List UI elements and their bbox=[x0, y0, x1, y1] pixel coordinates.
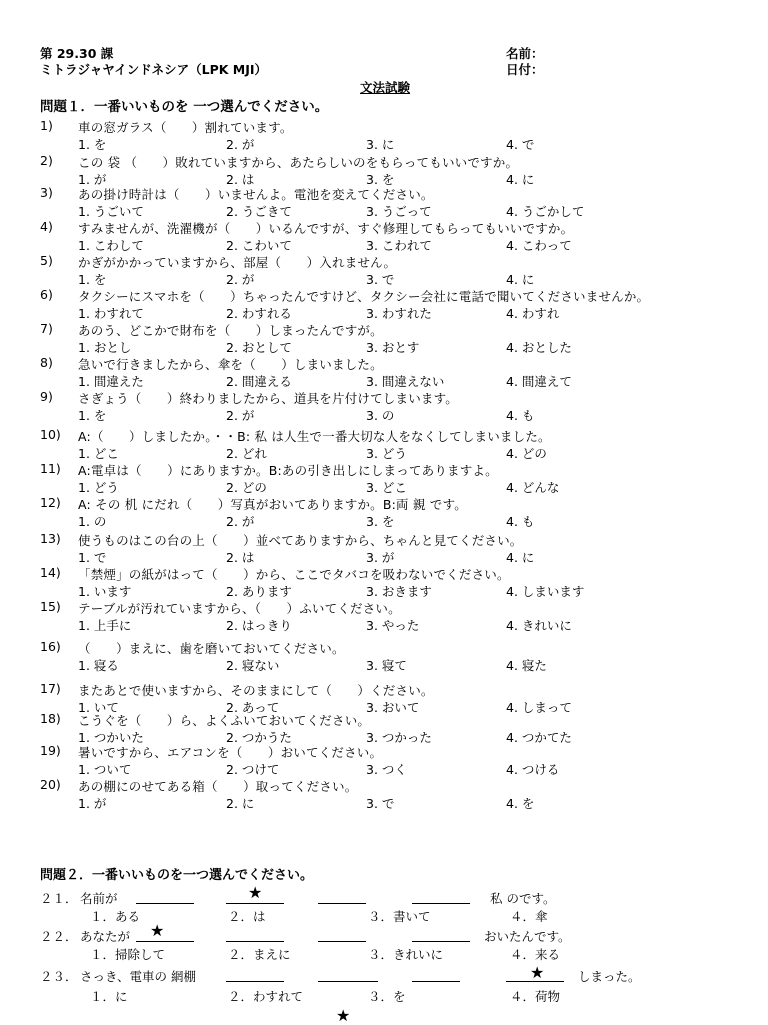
answer-option-1[interactable]: 1. を bbox=[78, 272, 107, 287]
answer-option-2[interactable]: 2. に bbox=[226, 796, 255, 811]
answer-option-3[interactable]: 3. が bbox=[366, 550, 395, 565]
answer-option-1[interactable]: 1. どう bbox=[78, 480, 119, 495]
answer-option-3[interactable]: 3. を bbox=[366, 514, 395, 529]
answer-option-3[interactable]: 3. こわれて bbox=[366, 238, 432, 253]
question-text: A: その 机 にだれ（ ）写真がおいてありますか。B:両 親 です。 bbox=[78, 497, 467, 512]
question-number: ２２． bbox=[40, 929, 78, 944]
answer-option-1[interactable]: 1. の bbox=[78, 514, 107, 529]
question-text: テーブルが汚れていますから、（ ）ふいてください。 bbox=[78, 601, 401, 616]
answer-option-2[interactable]: 2. つかうた bbox=[226, 730, 292, 745]
option-4[interactable]: ４．傘 bbox=[510, 909, 548, 924]
question-number: 8) bbox=[40, 355, 53, 370]
question-tail: おいたんです。 bbox=[484, 929, 571, 944]
answer-option-3[interactable]: 3. どこ bbox=[366, 480, 407, 495]
section2-title: 問題２．一番いいものを一つ選んでください。 bbox=[40, 868, 314, 883]
question-text: タクシーにスマホを（ ）ちゃったんですけど、タクシー会社に電話で聞いてくださいませんか。 bbox=[78, 289, 650, 304]
question-item bbox=[0, 214, 768, 253]
question-text: 使うものはこの台の上（ ）並べてありますから、ちゃんと見てください。 bbox=[78, 533, 523, 548]
star-icon: ★ bbox=[248, 883, 263, 902]
question-text: すみませんが、洗濯機が（ ）いるんですが、すぐ修理してもらってもいいですか。 bbox=[78, 221, 574, 236]
answer-option-4[interactable]: 4. を bbox=[506, 796, 535, 811]
school-name: ミトラジャヤインドネシア（LPK MJI） bbox=[40, 62, 268, 77]
question-item bbox=[0, 738, 768, 777]
question-text: かぎがかかっていますから、部屋（ ）入れません。 bbox=[78, 255, 397, 270]
test-title: 文法試験 bbox=[360, 80, 411, 95]
question-text: あの掛け時計は（ ）いませんよ。電池を変えてください。 bbox=[78, 187, 434, 202]
rearrange-item-22 bbox=[0, 921, 768, 961]
question-item bbox=[0, 560, 768, 599]
answer-option-3[interactable]: 3. の bbox=[366, 408, 395, 423]
option-1[interactable]: １．ある bbox=[90, 909, 141, 924]
answer-option-2[interactable]: 2. が bbox=[226, 272, 255, 287]
answer-option-3[interactable]: 3. わすれた bbox=[366, 306, 432, 321]
lesson-label: 第 29.30 課 bbox=[40, 46, 114, 61]
date-label: 日付： bbox=[506, 62, 544, 77]
answer-option-2[interactable]: 2. が bbox=[226, 137, 255, 152]
question-item bbox=[0, 282, 768, 321]
answer-option-2[interactable]: 2. あって bbox=[226, 700, 280, 715]
question-text: またあとで使いますから、そのままにして（ ）ください。 bbox=[78, 683, 434, 698]
question-number: 6) bbox=[40, 287, 53, 302]
answer-option-4[interactable]: 4. しまって bbox=[506, 700, 572, 715]
question-item bbox=[0, 316, 768, 355]
answer-option-1[interactable]: 1. 間違えた bbox=[78, 374, 144, 389]
answer-option-1[interactable]: 1. を bbox=[78, 408, 107, 423]
answer-option-2[interactable]: 2. うごきて bbox=[226, 204, 292, 219]
answer-option-1[interactable]: 1. 上手に bbox=[78, 618, 132, 633]
answer-option-2[interactable]: 2. が bbox=[226, 408, 255, 423]
answer-blank[interactable] bbox=[136, 903, 194, 904]
question-number: ２１． bbox=[40, 891, 78, 906]
question-number: 17) bbox=[40, 681, 61, 696]
question-number: 16) bbox=[40, 639, 61, 654]
question-number: 20) bbox=[40, 777, 61, 792]
question-item bbox=[0, 456, 768, 495]
star-icon: ★ bbox=[530, 963, 545, 982]
answer-blank[interactable] bbox=[318, 981, 378, 982]
answer-blank[interactable] bbox=[318, 941, 366, 942]
answer-option-2[interactable]: 2. が bbox=[226, 514, 255, 529]
answer-option-4[interactable]: 4. つかてた bbox=[506, 730, 572, 745]
answer-option-4[interactable]: 4. おとした bbox=[506, 340, 572, 355]
question-text: 車の窓ガラス（ ）割れています。 bbox=[78, 120, 293, 135]
answer-option-2[interactable]: 2. は bbox=[226, 172, 255, 187]
answer-option-3[interactable]: 3. 寝て bbox=[366, 658, 407, 673]
question-text: （ ）まえに、歯を磨いておいてください。 bbox=[78, 641, 345, 656]
answer-option-3[interactable]: 3. で bbox=[366, 796, 395, 811]
question-item bbox=[0, 148, 768, 187]
answer-blank[interactable] bbox=[318, 903, 366, 904]
question-text: A:（ ）しましたか。・・B: 私 は人生で一番大切な人をなくしてしまいました。 bbox=[78, 429, 551, 444]
answer-option-3[interactable]: 3. おとす bbox=[366, 340, 420, 355]
answer-option-1[interactable]: 1. おとし bbox=[78, 340, 132, 355]
question-number: 4) bbox=[40, 219, 53, 234]
answer-option-1[interactable]: 1. わすれて bbox=[78, 306, 144, 321]
question-number: ２３． bbox=[40, 969, 78, 984]
answer-option-3[interactable]: 3. やった bbox=[366, 618, 420, 633]
question-text: さぎょう（ ）終わりましたから、道具を片付けてしまいます。 bbox=[78, 391, 459, 406]
question-number: 19) bbox=[40, 743, 61, 758]
answer-blank[interactable] bbox=[226, 981, 284, 982]
question-text: この 袋 （ ）敗れていますから、あたらしいのをもらってもいいですか。 bbox=[78, 155, 519, 170]
question-item bbox=[0, 422, 768, 461]
question-text: あのう、どこかで財布を（ ）しまったんですが。 bbox=[78, 323, 383, 338]
answer-option-3[interactable]: 3. つく bbox=[366, 762, 407, 777]
question-number: 7) bbox=[40, 321, 53, 336]
question-number: 10) bbox=[40, 427, 61, 442]
question-number: 3) bbox=[40, 185, 53, 200]
answer-option-3[interactable]: 3. おきます bbox=[366, 584, 432, 599]
answer-option-4[interactable]: 4. で bbox=[506, 137, 535, 152]
question-item bbox=[0, 634, 768, 673]
option-1[interactable]: １．掃除して bbox=[90, 947, 166, 962]
answer-option-3[interactable]: 3. どう bbox=[366, 446, 407, 461]
answer-option-4[interactable]: 4. どの bbox=[506, 446, 547, 461]
answer-option-1[interactable]: 1. つかいた bbox=[78, 730, 144, 745]
answer-option-4[interactable]: 4. に bbox=[506, 272, 535, 287]
section1-title: 問題１．一番いいものを 一つ選んでください。 bbox=[40, 99, 329, 115]
star-icon: ★ bbox=[336, 1006, 351, 1025]
rearrange-item-23 bbox=[0, 961, 768, 1005]
question-item bbox=[0, 350, 768, 389]
option-3[interactable]: ３．を bbox=[368, 989, 406, 1004]
option-2[interactable]: ２．わすれて bbox=[228, 989, 304, 1004]
option-4[interactable]: ４．荷物 bbox=[510, 989, 561, 1004]
question-number: 13) bbox=[40, 531, 61, 546]
name-label: 名前： bbox=[506, 46, 544, 61]
question-item bbox=[0, 526, 768, 565]
question-lead: さっき、電車の 網棚 bbox=[80, 969, 196, 984]
answer-option-2[interactable]: 2. わすれる bbox=[226, 306, 292, 321]
option-3[interactable]: ３．書いて bbox=[368, 909, 431, 924]
question-number: 11) bbox=[40, 461, 61, 476]
answer-option-1[interactable]: 1. こわして bbox=[78, 238, 144, 253]
star-icon: ★ bbox=[150, 921, 165, 940]
question-number: 14) bbox=[40, 565, 61, 580]
question-text: 暑いですから、エアコンを（ ）おいてください。 bbox=[78, 745, 383, 760]
answer-option-4[interactable]: 4. に bbox=[506, 550, 535, 565]
answer-option-2[interactable]: 2. 寝ない bbox=[226, 658, 280, 673]
answer-option-3[interactable]: 3. おいて bbox=[366, 700, 420, 715]
answer-option-4[interactable]: 4. きれいに bbox=[506, 618, 572, 633]
answer-option-4[interactable]: 4. も bbox=[506, 514, 535, 529]
answer-option-3[interactable]: 3. を bbox=[366, 172, 395, 187]
answer-option-4[interactable]: 4. に bbox=[506, 172, 535, 187]
question-item bbox=[0, 772, 768, 811]
answer-option-2[interactable]: 2. あります bbox=[226, 584, 292, 599]
question-number: 5) bbox=[40, 253, 53, 268]
question-text: あの棚にのせてある箱（ ）取ってください。 bbox=[78, 779, 358, 794]
answer-option-1[interactable]: 1. どこ bbox=[78, 446, 119, 461]
answer-option-1[interactable]: 1. いて bbox=[78, 700, 119, 715]
answer-option-3[interactable]: 3. 間違えない bbox=[366, 374, 445, 389]
option-3[interactable]: ３．きれいに bbox=[368, 947, 444, 962]
answer-blank[interactable] bbox=[412, 903, 470, 904]
answer-option-4[interactable]: 4. も bbox=[506, 408, 535, 423]
question-text: 急いで行きましたから、傘を（ ）しまいました。 bbox=[78, 357, 383, 372]
question-item bbox=[0, 180, 768, 219]
question-number: 2) bbox=[40, 153, 53, 168]
answer-blank-star[interactable] bbox=[226, 903, 284, 904]
answer-option-1[interactable]: 1. が bbox=[78, 172, 107, 187]
answer-option-3[interactable]: 3. で bbox=[366, 272, 395, 287]
answer-option-4[interactable]: 4. わすれ bbox=[506, 306, 560, 321]
question-item bbox=[0, 490, 768, 529]
answer-option-1[interactable]: 1. で bbox=[78, 550, 107, 565]
option-1[interactable]: １．に bbox=[90, 989, 128, 1004]
question-text: A:電卓は（ ）にありますか。B:あの引き出しにしまってありますよ。 bbox=[78, 463, 498, 478]
answer-blank[interactable] bbox=[412, 981, 460, 982]
question-item bbox=[0, 248, 768, 287]
answer-option-1[interactable]: 1. うごいて bbox=[78, 204, 144, 219]
question-number: 9) bbox=[40, 389, 53, 404]
option-4[interactable]: ４．来る bbox=[510, 947, 561, 962]
answer-option-2[interactable]: 2. どの bbox=[226, 480, 267, 495]
answer-option-3[interactable]: 3. つかった bbox=[366, 730, 432, 745]
question-number: 18) bbox=[40, 711, 61, 726]
answer-option-1[interactable]: 1. ついて bbox=[78, 762, 132, 777]
question-lead: 名前が bbox=[80, 891, 118, 906]
option-2[interactable]: ２．まえに bbox=[228, 947, 291, 962]
answer-option-4[interactable]: 4. 寝た bbox=[506, 658, 547, 673]
answer-option-4[interactable]: 4. つける bbox=[506, 762, 560, 777]
rearrange-item-21 bbox=[0, 883, 768, 923]
answer-option-2[interactable]: 2. どれ bbox=[226, 446, 267, 461]
question-item bbox=[0, 384, 768, 423]
question-item bbox=[0, 706, 768, 745]
answer-option-4[interactable]: 4. しまいます bbox=[506, 584, 585, 599]
question-tail: しまった。 bbox=[578, 969, 641, 984]
answer-blank[interactable] bbox=[226, 941, 284, 942]
answer-blank[interactable] bbox=[412, 941, 470, 942]
question-lead: あなたが bbox=[80, 929, 131, 944]
answer-option-1[interactable]: 1. います bbox=[78, 584, 132, 599]
question-number: 1) bbox=[40, 118, 53, 133]
question-item bbox=[0, 676, 768, 715]
option-2[interactable]: ２．は bbox=[228, 909, 266, 924]
question-item bbox=[0, 113, 768, 152]
question-number: 15) bbox=[40, 599, 61, 614]
question-number: 12) bbox=[40, 495, 61, 510]
answer-option-1[interactable]: 1. 寝る bbox=[78, 658, 119, 673]
answer-option-4[interactable]: 4. どんな bbox=[506, 480, 560, 495]
answer-option-4[interactable]: 4. こわって bbox=[506, 238, 572, 253]
question-item bbox=[0, 594, 768, 633]
answer-option-4[interactable]: 4. 間違えて bbox=[506, 374, 572, 389]
answer-option-1[interactable]: 1. が bbox=[78, 796, 107, 811]
answer-option-2[interactable]: 2. こわいて bbox=[226, 238, 292, 253]
answer-blank-star[interactable] bbox=[136, 941, 194, 942]
answer-option-2[interactable]: 2. おとして bbox=[226, 340, 292, 355]
question-tail: 私 のです。 bbox=[490, 891, 556, 906]
answer-option-2[interactable]: 2. は bbox=[226, 550, 255, 565]
question-text: こうぐを（ ）ら、よくふいておいてください。 bbox=[78, 713, 371, 728]
answer-option-3[interactable]: 3. うごって bbox=[366, 204, 432, 219]
answer-option-3[interactable]: 3. に bbox=[366, 137, 395, 152]
answer-option-2[interactable]: 2. 間違える bbox=[226, 374, 292, 389]
answer-option-2[interactable]: 2. はっきり bbox=[226, 618, 292, 633]
question-text: 「禁煙」の紙がはって（ ）から、ここでタバコを吸わないでください。 bbox=[78, 567, 510, 582]
answer-option-1[interactable]: 1. を bbox=[78, 137, 107, 152]
answer-option-2[interactable]: 2. つけて bbox=[226, 762, 280, 777]
answer-option-4[interactable]: 4. うごかして bbox=[506, 204, 585, 219]
